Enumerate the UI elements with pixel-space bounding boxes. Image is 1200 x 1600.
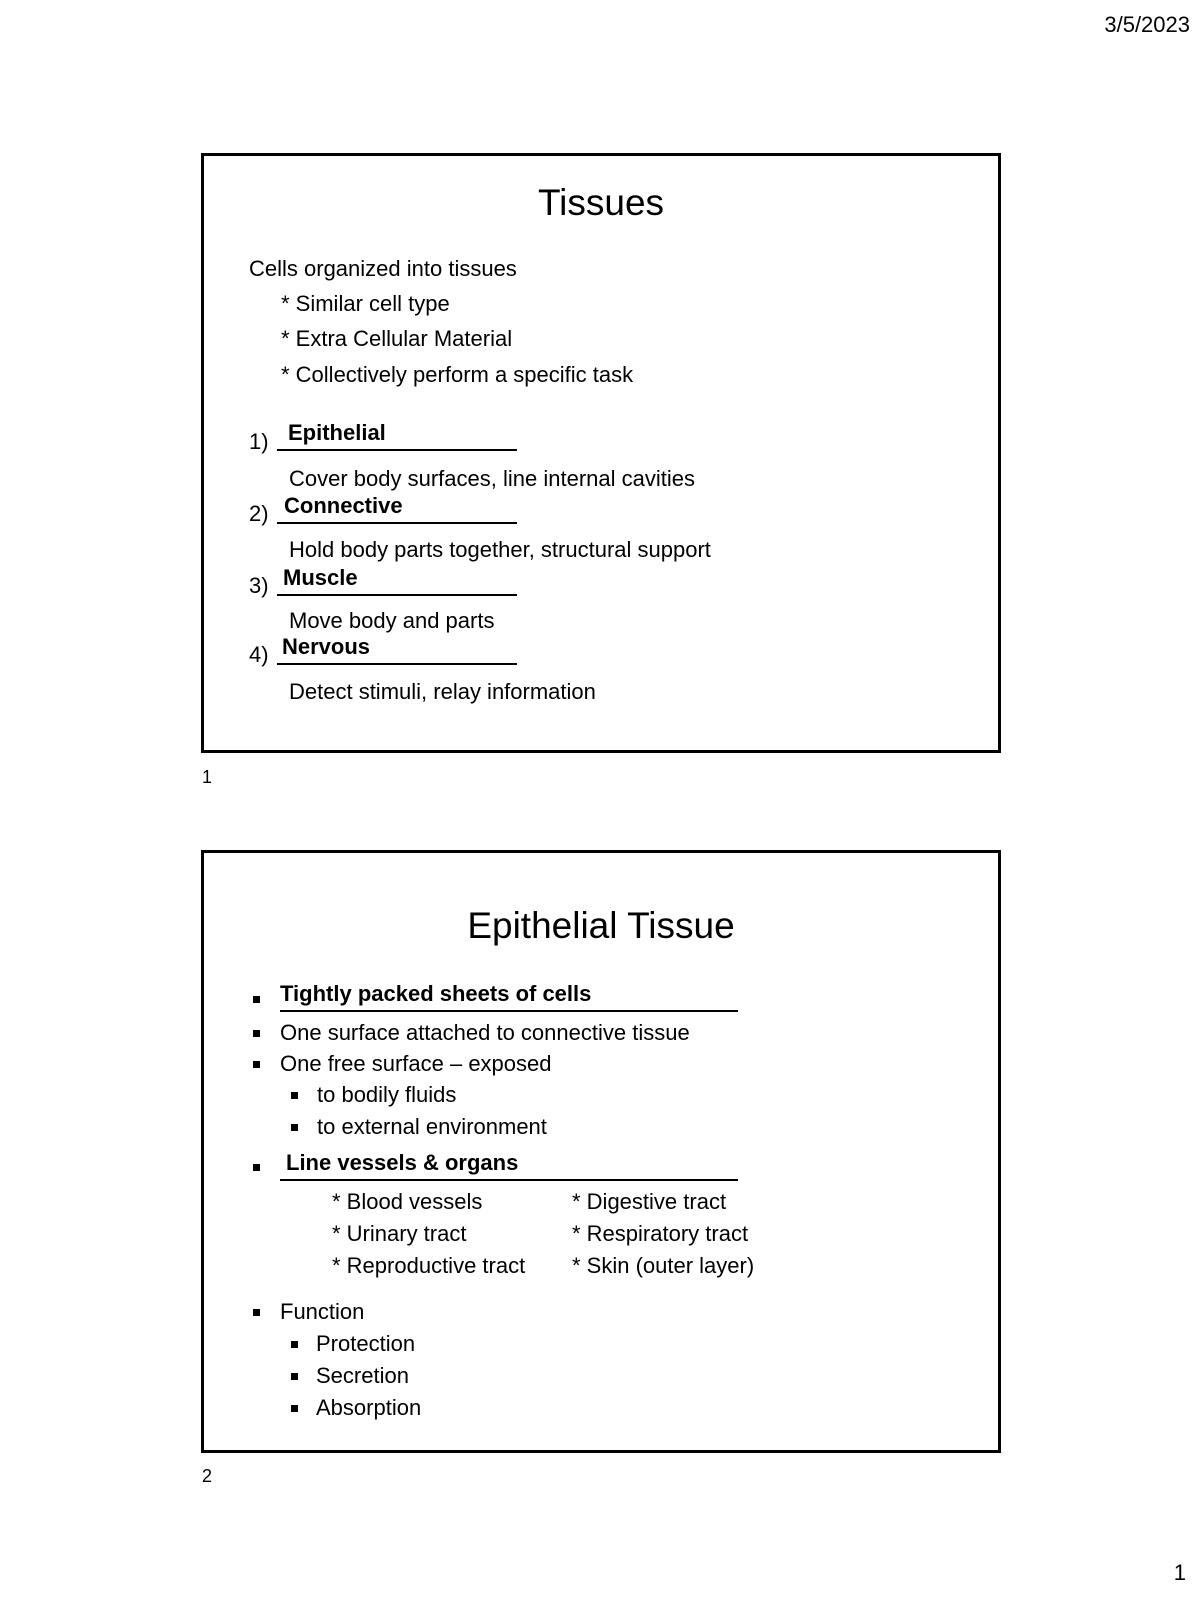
slide-epithelial-tissue xyxy=(201,850,1001,1453)
type-name-nervous: Nervous xyxy=(282,634,371,659)
organ-item: * Skin (outer layer) xyxy=(572,1253,755,1278)
slide-title: Epithelial Tissue xyxy=(467,905,735,946)
sub-bullet-text: to external environment xyxy=(317,1114,547,1139)
print-date: 3/5/2023 xyxy=(1104,12,1190,37)
type-description: Hold body parts together, structural support xyxy=(289,537,711,562)
bullet-icon xyxy=(253,1030,260,1037)
bullet-icon xyxy=(253,1309,260,1316)
bullet-icon xyxy=(291,1341,298,1348)
fill-in-line: Line vessels & organs xyxy=(286,1150,519,1175)
fill-in-packed: Tightly packed sheets of cells xyxy=(280,981,592,1006)
bullet-text: One surface attached to connective tissue xyxy=(280,1020,690,1045)
organ-item: * Blood vessels xyxy=(332,1189,483,1214)
type-description: Detect stimuli, relay information xyxy=(289,679,596,704)
organ-item: * Urinary tract xyxy=(332,1221,467,1246)
slide-number: 1 xyxy=(202,767,213,787)
organ-item: * Digestive tract xyxy=(572,1189,727,1214)
sub-bullet-text: Secretion xyxy=(316,1363,409,1388)
sub-bullet-text: to bodily fluids xyxy=(317,1082,457,1107)
slide-number: 2 xyxy=(202,1466,213,1486)
sub-bullet-text: Absorption xyxy=(316,1395,422,1420)
answer-underline xyxy=(280,1010,738,1012)
bullet-icon xyxy=(253,996,260,1003)
answer-underline xyxy=(277,594,517,596)
bullet-icon xyxy=(291,1092,298,1099)
bullet-text: One free surface – exposed xyxy=(280,1051,552,1076)
bullet-icon xyxy=(253,1061,260,1068)
point-item: * Similar cell type xyxy=(281,291,450,316)
intro-text: Cells organized into tissues xyxy=(249,256,517,281)
bullet-icon xyxy=(291,1124,298,1131)
bullet-icon xyxy=(291,1405,298,1412)
type-name-epithelial: Epithelial xyxy=(288,420,386,445)
type-name-connective: Connective xyxy=(284,493,403,518)
type-description: Move body and parts xyxy=(289,608,495,633)
type-name-muscle: Muscle xyxy=(283,565,358,590)
bullet-icon xyxy=(253,1164,260,1171)
point-item: * Collectively perform a specific task xyxy=(281,362,634,387)
bullet-icon xyxy=(291,1373,298,1380)
answer-underline xyxy=(277,663,517,665)
sub-bullet-text: Protection xyxy=(316,1331,416,1356)
slide-tissues xyxy=(201,153,1001,753)
answer-underline xyxy=(277,449,517,451)
type-number: 3) xyxy=(249,573,269,598)
type-description: Cover body surfaces, line internal cavities xyxy=(289,466,695,491)
slide-title: Tissues xyxy=(537,182,665,223)
answer-underline xyxy=(277,522,517,524)
type-number: 1) xyxy=(249,429,269,454)
organ-item: * Reproductive tract xyxy=(332,1253,526,1278)
page-number: 1 xyxy=(1173,1560,1186,1585)
answer-underline xyxy=(280,1179,738,1181)
point-item: * Extra Cellular Material xyxy=(281,326,513,351)
type-number: 4) xyxy=(249,642,269,667)
organ-item: * Respiratory tract xyxy=(572,1221,749,1246)
bullet-text: Function xyxy=(280,1299,365,1324)
type-number: 2) xyxy=(249,501,269,526)
